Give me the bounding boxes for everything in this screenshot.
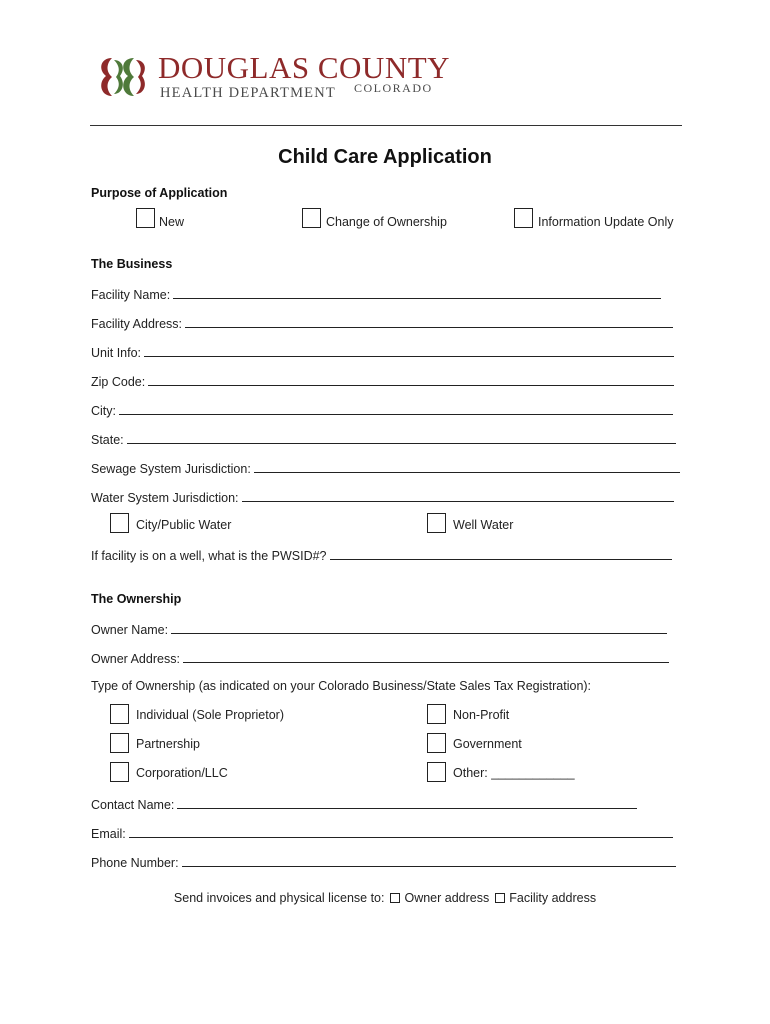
zip-code-line[interactable] [148,373,674,386]
ownership-type-label: Type of Ownership (as indicated on your Colorado Business/State Sales Tax Registration): [91,679,592,693]
ownership-partnership-label: Partnership [136,737,200,751]
water-jurisdiction-label: Water System Jurisdiction: [91,491,239,505]
unit-info-line[interactable] [144,344,674,357]
ownership-individual-label: Individual (Sole Proprietor) [136,708,284,722]
owner-address-label: Owner Address: [91,652,180,666]
owner-address-line[interactable] [183,650,669,663]
ownership-government-label: Government [453,737,522,751]
send-owner-address-checkbox[interactable] [390,893,400,903]
contact-name-label: Contact Name: [91,798,175,812]
facility-name-field[interactable] [91,286,661,302]
owner-name-label: Owner Name: [91,623,169,637]
well-water-checkbox[interactable] [427,513,446,533]
facility-name-label: Facility Name: [91,288,171,302]
sewage-jurisdiction-label: Sewage System Jurisdiction: [91,462,251,476]
logo-mark-icon [96,54,156,100]
send-facility-address-checkbox[interactable] [495,893,505,903]
city-field[interactable] [91,402,673,418]
state-field[interactable] [91,431,676,447]
owner-name-line[interactable] [171,621,667,634]
city-public-water-label: City/Public Water [136,518,232,532]
ownership-heading: The Ownership [91,592,182,606]
sewage-jurisdiction-line[interactable] [254,460,680,473]
ownership-nonprofit-label: Non-Profit [453,708,510,722]
business-heading: The Business [91,257,173,271]
pwsid-line[interactable] [330,547,672,560]
page-title: Child Care Application [278,146,492,168]
water-jurisdiction-line[interactable] [242,489,674,502]
ownership-corporation-label: Corporation/LLC [136,766,228,780]
contact-name-line[interactable] [177,796,637,809]
email-label: Email: [91,827,126,841]
owner-address-field[interactable] [91,650,669,666]
send-invoices-row [0,891,770,905]
purpose-info-update-checkbox[interactable] [514,208,533,228]
owner-name-field[interactable] [91,621,667,637]
facility-address-line[interactable] [185,315,673,328]
unit-info-field[interactable] [91,344,674,360]
header-divider [90,125,682,126]
email-line[interactable] [129,825,673,838]
sewage-jurisdiction-field[interactable] [91,460,680,476]
well-water-label: Well Water [453,518,514,532]
state-line[interactable] [127,431,676,444]
pwsid-field[interactable] [91,547,672,563]
logo-org-state: COLORADO [354,81,433,95]
ownership-nonprofit-checkbox[interactable] [427,704,446,724]
purpose-new-checkbox[interactable] [136,208,155,228]
ownership-other-label: Other: ____________ [453,766,575,780]
send-invoices-label: Send invoices and physical license to: [173,891,385,905]
facility-name-line[interactable] [173,286,661,299]
contact-name-field[interactable] [91,796,637,812]
purpose-new-label: New [159,215,185,229]
zip-code-field[interactable] [91,373,674,389]
city-line[interactable] [119,402,673,415]
purpose-heading: Purpose of Application [91,186,228,200]
phone-number-label: Phone Number: [91,856,179,870]
pwsid-label: If facility is on a well, what is the PWSID#? [91,549,327,563]
ownership-individual-checkbox[interactable] [110,704,129,724]
phone-number-field[interactable] [91,854,676,870]
facility-address-label: Facility Address: [91,317,183,331]
zip-code-label: Zip Code: [91,375,146,389]
purpose-info-update-label: Information Update Only [538,215,674,229]
ownership-partnership-checkbox[interactable] [110,733,129,753]
logo-org-name: DOUGLAS COUNTY [158,50,451,85]
water-jurisdiction-field[interactable] [91,489,674,505]
phone-number-line[interactable] [182,854,676,867]
state-label: State: [91,433,124,447]
city-public-water-checkbox[interactable] [110,513,129,533]
facility-address-field[interactable] [91,315,673,331]
send-owner-address-label: Owner address [404,891,490,905]
send-facility-address-label: Facility address [509,891,597,905]
ownership-corporation-checkbox[interactable] [110,762,129,782]
city-label: City: [91,404,116,418]
purpose-change-ownership-checkbox[interactable] [302,208,321,228]
logo-org-sub: HEALTH DEPARTMENT [160,85,336,101]
ownership-other-checkbox[interactable] [427,762,446,782]
email-field[interactable] [91,825,673,841]
ownership-government-checkbox[interactable] [427,733,446,753]
org-logo [96,50,451,106]
purpose-change-ownership-label: Change of Ownership [326,215,447,229]
unit-info-label: Unit Info: [91,346,142,360]
